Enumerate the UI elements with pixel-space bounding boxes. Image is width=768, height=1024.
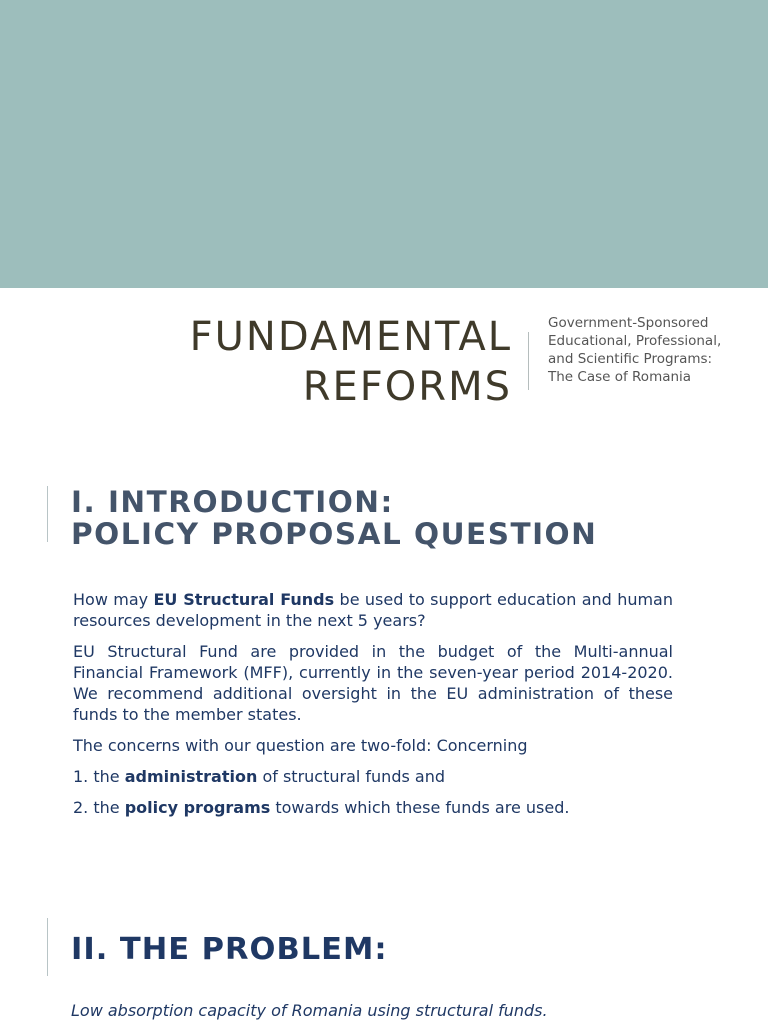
header-banner xyxy=(0,0,768,288)
section-2-accent-bar xyxy=(47,918,48,976)
concern-item-2-after: towards which these funds are used. xyxy=(270,798,570,817)
question-text-before: How may xyxy=(73,590,154,609)
subtitle-line-1: Government-Sponsored xyxy=(548,315,709,331)
title-line-2: REFORMS xyxy=(302,364,512,410)
subtitle-line-2: Educational, Professional, xyxy=(548,333,722,349)
problem-text: Low absorption capacity of Romania using structural funds. xyxy=(71,1001,548,1020)
concern-item-2 xyxy=(73,797,673,818)
concern-item-1-before: 1. the xyxy=(73,767,125,786)
question-text-bold: EU Structural Funds xyxy=(153,590,335,609)
title-line-1: FUNDAMENTAL xyxy=(189,314,512,360)
concern-item-1 xyxy=(73,766,673,787)
concerns-paragraph: The concerns with our question are two-fold: Concerning xyxy=(73,736,528,755)
section-1-heading-line-1: I. INTRODUCTION: xyxy=(71,485,394,519)
section-1-heading xyxy=(71,486,597,550)
page-title xyxy=(92,312,512,412)
section-1-body xyxy=(73,589,673,828)
subtitle-line-4: The Case of Romania xyxy=(548,369,692,385)
subtitle-line-3: and Scientific Programs: xyxy=(548,351,713,367)
concern-item-2-before: 2. the xyxy=(73,798,125,817)
section-1-accent-bar xyxy=(47,486,48,542)
concern-item-1-bold: administration xyxy=(124,767,258,786)
question-text-after: be used to support education and human resources development in the next 5 years? xyxy=(73,590,674,630)
mff-paragraph: EU Structural Fund are provided in the budget of the Multi-annual Financial Framework (MFF), currently in the seven-year period 2014-2020. We recommend additional oversight in the EU administration of these funds to the member states. xyxy=(73,642,673,724)
title-divider xyxy=(528,332,529,390)
section-2-heading: II. THE PROBLEM: xyxy=(71,932,388,967)
concern-item-2-bold: policy programs xyxy=(124,798,271,817)
section-1-heading-line-2: POLICY PROPOSAL QUESTION xyxy=(71,517,598,551)
concern-item-1-after: of structural funds and xyxy=(257,767,445,786)
subtitle xyxy=(548,314,763,386)
question-paragraph xyxy=(73,589,673,631)
